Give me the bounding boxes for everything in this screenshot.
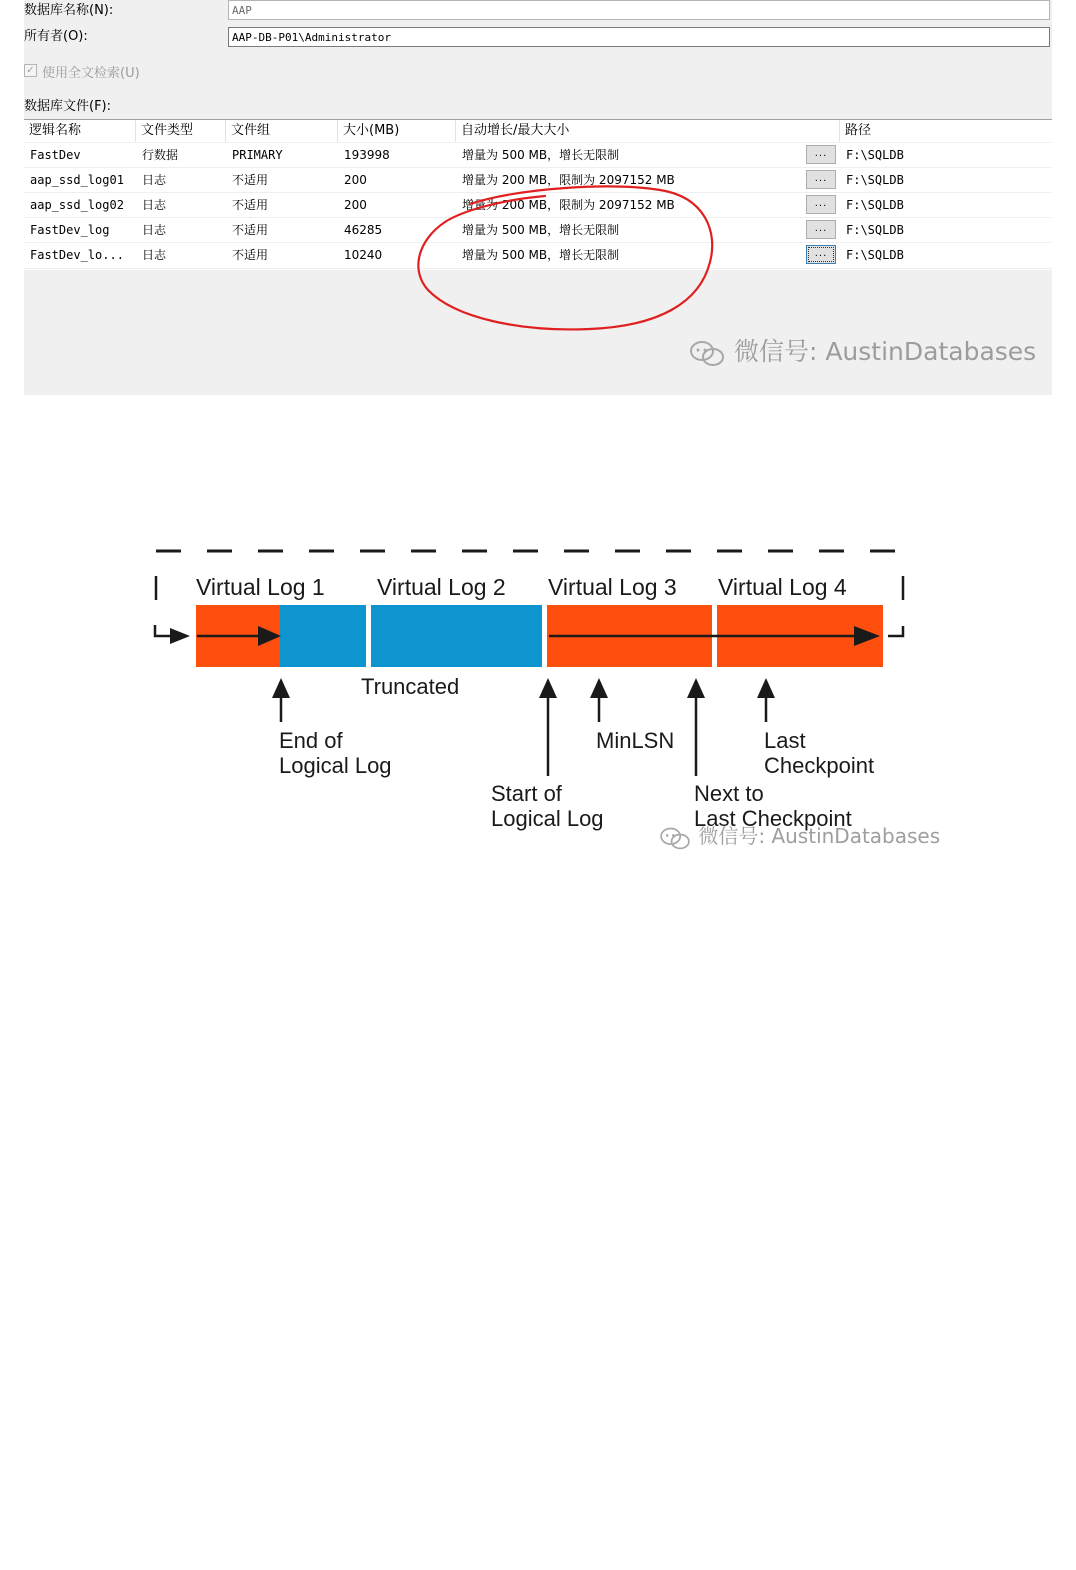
virtual-log-4-label: Virtual Log 4 — [718, 574, 847, 600]
column-header-size[interactable]: 大小(MB) — [343, 123, 400, 138]
cell-path: F:\SQLDB — [846, 148, 904, 162]
end-of-logical-log-arrow-head — [272, 678, 290, 698]
autogrowth-edit-button[interactable]: ... — [806, 170, 836, 189]
watermark — [658, 820, 940, 851]
column-header-filegroup[interactable]: 文件组 — [231, 123, 271, 138]
cell-path: F:\SQLDB — [846, 248, 904, 262]
last-checkpoint-arrow-head — [757, 678, 775, 698]
cell-logical-name: aap_ssd_log01 — [30, 173, 124, 187]
cell-size: 10240 — [344, 248, 383, 262]
minlsn-arrow-head — [590, 678, 608, 698]
virtual-log-3-label: Virtual Log 3 — [548, 574, 677, 600]
minlsn-label: MinLSN — [596, 728, 675, 753]
end-of-logical-log-label-line2: Logical Log — [279, 753, 392, 778]
autogrowth-edit-button[interactable]: ... — [806, 245, 836, 264]
vlf-diagram — [0, 530, 1076, 850]
autogrowth-edit-button[interactable]: ... — [806, 145, 836, 164]
virtual-log-1-label: Virtual Log 1 — [196, 574, 325, 600]
autogrowth-edit-button[interactable]: ... — [806, 195, 836, 214]
end-of-logical-log-label-line1: End of — [279, 728, 343, 753]
cell-logical-name: aap_ssd_log02 — [30, 198, 124, 212]
cell-file-type: 行数据 — [142, 148, 179, 162]
cell-file-type: 日志 — [142, 173, 167, 187]
column-header-logical-name[interactable]: 逻辑名称 — [29, 123, 82, 138]
database-name-field[interactable]: AAP — [228, 0, 1050, 20]
cell-size: 200 — [344, 173, 367, 187]
truncated-label: Truncated — [361, 674, 460, 699]
wechat-icon — [658, 825, 692, 851]
cell-path: F:\SQLDB — [846, 223, 904, 237]
cell-size: 200 — [344, 198, 367, 212]
virtual-log-2-block — [371, 605, 542, 667]
cell-filegroup: PRIMARY — [232, 148, 283, 162]
watermark-text: 微信号: AustinDatabases — [733, 337, 1037, 366]
cell-logical-name: FastDev — [30, 148, 81, 162]
cell-logical-name: FastDev_lo... — [30, 248, 124, 262]
cell-autogrowth: 增量为 200 MB，限制为 2097152 MB — [462, 198, 675, 212]
last-checkpoint-label-line2: Checkpoint — [764, 753, 875, 778]
fulltext-label: 使用全文检索(U) — [42, 66, 140, 81]
database-files-label: 数据库文件(F): — [24, 99, 112, 114]
cell-size: 46285 — [344, 223, 383, 237]
virtual-log-2-label: Virtual Log 2 — [377, 574, 506, 600]
next-to-last-checkpoint-arrow-head — [687, 678, 705, 698]
cell-file-type: 日志 — [142, 248, 167, 262]
wechat-icon — [688, 338, 726, 368]
database-name-label: 数据库名称(N): — [24, 3, 114, 18]
cell-filegroup: 不适用 — [232, 173, 269, 187]
watermark-text: 微信号: AustinDatabases — [698, 824, 941, 848]
cell-autogrowth: 增量为 200 MB，限制为 2097152 MB — [462, 173, 675, 187]
fulltext-checkbox[interactable]: ✓ — [24, 64, 37, 77]
cell-path: F:\SQLDB — [846, 198, 904, 212]
cell-file-type: 日志 — [142, 223, 167, 237]
next-to-last-checkpoint-label-line1: Next to — [694, 781, 764, 806]
cell-autogrowth: 增量为 500 MB，增长无限制 — [462, 223, 620, 237]
watermark — [688, 332, 1036, 368]
start-of-logical-log-label-line2: Logical Log — [491, 806, 604, 831]
column-header-file-type[interactable]: 文件类型 — [141, 123, 194, 138]
last-checkpoint-label-line1: Last — [764, 728, 806, 753]
virtual-log-1-truncated-segment — [280, 605, 366, 667]
exit-corner — [888, 626, 903, 636]
cell-autogrowth: 增量为 500 MB，增长无限制 — [462, 148, 620, 162]
cell-filegroup: 不适用 — [232, 248, 269, 262]
next-to-last-checkpoint-label-line2: Last Checkpoint — [694, 806, 852, 831]
cell-file-type: 日志 — [142, 198, 167, 212]
owner-field[interactable]: AAP-DB-P01\Administrator — [228, 27, 1050, 47]
cell-autogrowth: 增量为 500 MB，增长无限制 — [462, 248, 620, 262]
column-header-path[interactable]: 路径 — [845, 123, 872, 138]
cell-path: F:\SQLDB — [846, 173, 904, 187]
cell-filegroup: 不适用 — [232, 223, 269, 237]
cell-size: 193998 — [344, 148, 390, 162]
cell-logical-name: FastDev_log — [30, 223, 110, 237]
start-of-logical-log-arrow-head — [539, 678, 557, 698]
start-of-logical-log-label-line1: Start of — [491, 781, 562, 806]
database-properties-dialog — [0, 0, 1076, 395]
cell-filegroup: 不适用 — [232, 198, 269, 212]
entry-arrow-head — [170, 628, 190, 644]
column-header-autogrowth[interactable]: 自动增长/最大大小 — [461, 123, 570, 138]
autogrowth-edit-button[interactable]: ... — [806, 220, 836, 239]
owner-label: 所有者(O): — [24, 29, 88, 44]
